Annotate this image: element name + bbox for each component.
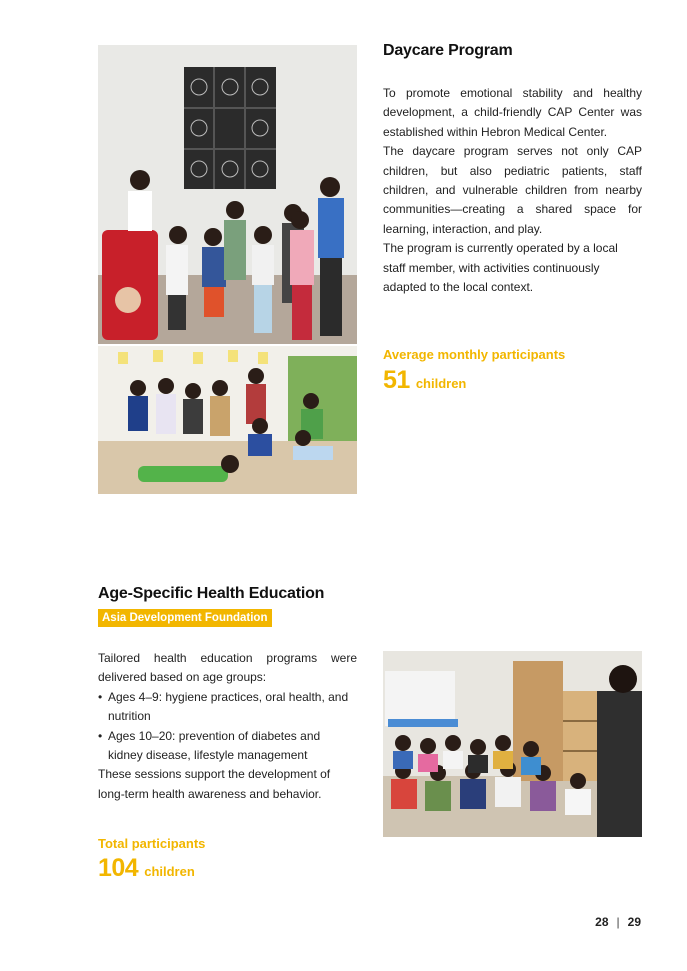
- daycare-stat-number: 51: [383, 366, 410, 394]
- list-item: • Ages 10–20: prevention of diabetes and kidney disease, lifestyle management: [98, 727, 357, 766]
- education-description: [98, 649, 357, 804]
- page-number-separator: |: [616, 915, 620, 929]
- daycare-stat-unit: children: [415, 376, 467, 391]
- education-title: Age-Specific Health Education: [98, 585, 325, 602]
- education-stat-unit: children: [144, 864, 195, 879]
- page-number-left: 28: [595, 915, 609, 929]
- education-stat-number: 104: [98, 854, 139, 882]
- list-item: • Ages 4–9: hygiene practices, oral health, and nutrition: [98, 688, 357, 727]
- daycare-description: [383, 84, 642, 297]
- daycare-photo-classroom: [98, 346, 357, 494]
- daycare-photo-artwork: [98, 45, 357, 344]
- daycare-paragraph: The daycare program serves not only CAP children, but also pediatric patients, staff children, and vulnerable children from nearby communities—creating a shared space for learning, interaction, and play.: [383, 144, 642, 236]
- daycare-title: Daycare Program: [383, 42, 513, 59]
- daycare-stat-label: Average monthly participants: [383, 347, 566, 362]
- age-group-list: [98, 688, 357, 766]
- education-stat-label: Total participants: [98, 836, 206, 851]
- education-stat: [98, 854, 195, 883]
- education-closing: These sessions support the development of long-term health awareness and behavior.: [98, 767, 331, 801]
- organization-tag: Asia Development Foundation: [98, 609, 272, 627]
- page-number-right: 29: [627, 915, 641, 929]
- education-photo-session: [383, 651, 642, 837]
- daycare-stat: [383, 366, 466, 395]
- daycare-paragraph: The program is currently operated by a local staff member, with activities continuously adapted to the local context.: [383, 241, 618, 295]
- daycare-paragraph: To promote emotional stability and healthy development, a child-friendly CAP Center was established within Hebron Medical Center.: [383, 86, 642, 139]
- education-intro: Tailored health education programs were delivered based on age groups:: [98, 651, 357, 685]
- page-numbers: [595, 915, 641, 929]
